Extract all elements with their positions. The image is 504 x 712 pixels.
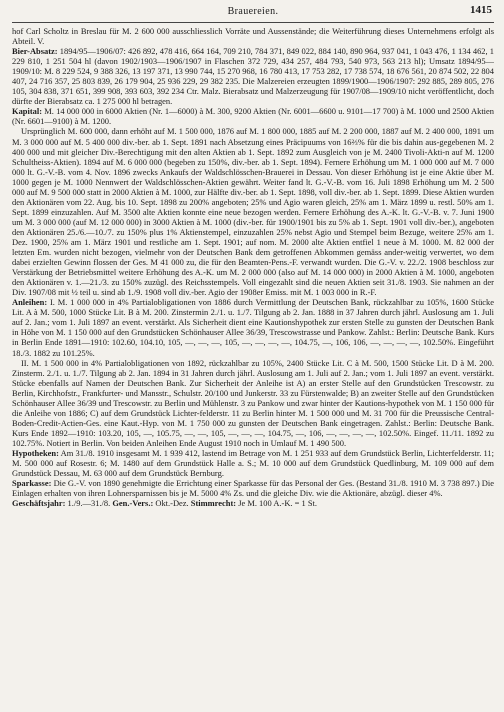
paragraph-hypotheken — [12, 448, 494, 478]
paragraph-kapital — [12, 106, 494, 126]
section-label: Bier-Absatz: — [12, 46, 58, 57]
paragraph-text: 1894/95—1906/07: 426 892, 478 416, 664 164, 709 210, 784 371, 849 022, 884 140, 890 964, 937 041, 1 043 476, 1 134 462, 1 229 810, 1 251 504 hl (davon 1902/1903—1906/1907 in Flaschen 372 729, 434 257, 484 793, 540 973, 563 213 hl); Umsatz 1894/95—1909/10: M. 8 229 524, 9 388 326, 13 197 371, 13 990 744, 15 270 968, 16 780 413, 17 753 282, 17 738 574, 18 676 561, 20 874 502, 22 804 407, 24 716 357, 25 803 839, 26 179 904, 25 936 229, 29 382 235. Die Malzereien erzeugten 1899/1900—1906/1907: 292 885, 289 805, 276 105, 304 838, 371 651, 399 908, 393 603, 392 234 Ctr. Malz. Bierabsatz und Malzerzeugung für 1907/08—1909/10 nicht veröffentlicht, doch dürfte der Bierabsatz ca. 1 275 000 hl betragen. — [12, 46, 494, 107]
paragraph-geschaeftsjahr — [12, 498, 494, 508]
paragraph-kapital-history — [12, 126, 494, 297]
section-label: Stimmrecht: — [190, 498, 237, 509]
page-body — [12, 26, 494, 508]
section-label: Gen.-Vers.: — [112, 498, 154, 509]
paragraph-intro — [12, 26, 494, 46]
section-label: Anleihen: — [12, 297, 48, 308]
section-label: Geschäftsjahr: — [12, 498, 66, 509]
paragraph-text: Je M. 100 A.-K. = 1 St. — [236, 498, 318, 509]
paragraph-text: II. M. 1 500 000 in 4% Partialobligationen von 1892, rückzahlbar zu 105%, 2400 Stücke Lit. C à M. 500, 1500 Stücke Lit. D à M. 200. Zinsterm. 2./1. u. 1./7. Tilgung ab 2. Jan. 1894 in 31 Jahren durch jährl. Auslosung am 1. Juli auf 2. Jan.; vom 1. Juli 1897 an event. verstärkt. Stücke ebenfalls auf Namen der Deutschen Bank. Zur Sicherheit der Anleihe ist A) an erster Stelle auf den Grundstücken Trescowstr. zu Berlin, Kirchhofstr., Frankfurter- und Mansstr., Schulstr. 20/100 und Junkerstr. 33 zu Fürstenwalde; B) an zweiter Stelle auf den Grundstücken Schönhauser Allee 36/39 und Trescowstr. zu Berlin und Mühlenstr. 3 zu Pankow und zwar hinter der Kautions-hypothek von M. 1 150 000 für die Anleihe von 1886; C) auf dem Grundstück Lichter-felderstr. 11 zu Berlin hinter M. 1 500 000 und M. 31 700 für die Preussische Central-Boden-Credit-Actien-Ges. eine Kaut.-Hyp. von M. 1 750 000 zu gunsten der Deutschen Bank eingetragen. Zahlst.: Berlin: Deutsche Bank. Kurs Ende 1892—1910: 103.20, 105, —, 105.75, —, —, 105, —, —, —, 104.75, —, 106, —, —, —, —, 102.50%. Eingef. 11./11. 1892 zu 102.75%. Notiert in Berlin. Von beiden Anleihen Ende August 1910 noch in Umlauf M. 1 490 500. — [12, 357, 494, 448]
section-label: Sparkasse: — [12, 478, 52, 489]
paragraph-text: I. M. 1 000 000 in 4% Partialobligationen von 1886 durch Vermittlung der Deutschen Bank, rückzahlbar zu 105%, 1600 Stücke Lit. A à M. 500, 1000 Stücke Lit. B à M. 200. Zinstermin 2./1. u. 1./7. Tilgung ab 2. Jan. 1888 in 37 Jahren durch jährl. Auslosung am 1. Juli auf 2. Jan.; vom 1. Juli 1897 an event. verstärkt. Als Sicherheit dient eine Kautionshypothek zur ersten Stelle zu gunsten der Deutschen Bank in Höhe von M. 1 150 000 auf den Grundstücken Schönhauser Allee 36/39, Trescowstrasse und Pankow. Zahlst.: Berlin: Deutsche Bank. Kurs in Berlin Ende 1891—1910: 102.60, 104.10, 105, —, —, —, 105, —, —, —, —, 104.75, —, 106, 106, —, —, —, —, 102.50%. Eingeführt 18./3. 1882 zu 101.25%. — [12, 297, 494, 358]
paragraph-anleihen — [12, 297, 494, 357]
page-header — [12, 4, 494, 23]
paragraph-text: hof Carl Scholtz in Breslau für M. 2 600 000 ausschliesslich Vorräte und Aussenstände; die Weiterführung dieses Unternehmens erfolgt als Abteil. V. — [12, 26, 494, 47]
paragraph-text: Die G.-V. von 1890 genehmigte die Errichtung einer Sparkasse für das Personal der Ges. (Bestand 31./8. 1910 M. 3 738 897.) Die Einlagen erhalten von ihren Lohnersparnissen bis je M. 5000 4% Zs. und die gleiche Div. wie die Aktionäre, abzügl. dieser 4%. — [12, 478, 494, 499]
running-title: Brauereien. — [227, 6, 279, 17]
section-label: Hypotheken: — [12, 447, 59, 458]
paragraph-sparkasse — [12, 478, 494, 498]
paragraph-bier-absatz — [12, 46, 494, 106]
paragraph-text: Am 31./8. 1910 insgesamt M. 1 939 412, lastend im Betrage von M. 1 251 933 auf dem Grundstück Berlin, Lichterfelderstr. 11; M. 500 000 auf Rosestr. 6; M. 1480 auf dem Grundstück Halle a. S.; M. 10 000 auf dem Grundstück Quedlinburg, M. 109 000 auf dem Grundstück Dessau, M. 63 000 auf dem Grundstück Bernburg. — [12, 447, 494, 479]
page-number: 1415 — [470, 4, 492, 16]
section-label: Kapital: — [12, 106, 43, 117]
paragraph-anleihe-ii — [12, 358, 494, 448]
paragraph-text: M. 14 000 000 in 6000 Aktien (Nr. 1—6000) à M. 300, 9200 Aktien (Nr. 6001—6600 u. 9101—17 700) à M. 1000 und 2500 Aktien (Nr. 6601—9100) à M. 1200. — [12, 106, 494, 127]
paragraph-text: Ursprünglich M. 600 000, dann erhöht auf M. 1 500 000, 1876 auf M. 1 800 000, 1885 auf M. 2 200 000, 1887 auf M. 2 400 000, 1891 um M. 3 000 000 auf M. 5 400 000 div.-ber. ab 1. Sept. 1891 nach Absetzung eines Präcipuums von 16⅔% für die bis dahin aus-gegebenen M. 2 400 000 und mit gleicher Div.-Berechtigung mit den alten Aktien ab 1. Sept. 1892 zum Ausgleich von je M. 2400 Tivoli-Akti-n auf M. 1200 Schultheiss-Aktien). 1894 auf M. 6 000 000 (begeben zu 150%, div.-ber. ab 1. Sept. 1894). Fernere Erhöhung um M. 1 000 000 auf M. 7 000 000 lt. G.-V.-B. vom 4. Nov. 1896 zwecks Ankaufs der Waldschlösschen-Brauerei in Dessau. Von dieser Erhöhung ist je eine Aktie über M. 1000 gegen je M. 1000 Nennwert der Waldschlösschen-Aktien gewährt. Weiter fand lt. G.-V.-B. vom 16. Juli 1898 Erhöhung um M. 2 500 000 auf M. 9 500 000 statt in 2000 Aktien à M. 1000, zur Hälfte div.-ber. ab 1. Sept. 1898, voll div.-ber. ab 1. Sept. 1899. Diese Aktien wurden den Aktionären vom 22. Aug. bis 10. Sept. 1898 zu 200% angeboten; 25% und Agio waren gleich, 25% am 1. März 1899 u. restl. 50% am 1. Sept. 1899 einzuzahlen. Auf M. 3500 alte Aktien konnte eine neue bezogen werden. Fernere Erhöhung des A.-K. lt. G.-V.-B. v. 7. Juni 1900 um M. 3 000 000 (auf M. 12 000 000) in 3000 Aktien à M. 1000 (div.-ber. für 1900/1901 bis zu 5% ab 1. Sept. 1901 voll div.-ber.), angeboten den Aktionären 25./6.—10./7. zu 150% plus 1% Aktienstempel, einzuzahlen 25% nebst Agio und Stempel beim Bezuge, weitere 25% am 1. Dez. 1900, 25% am 1. März 1901 und restliche am 1. Sept. 1901; auf nom. M. 2000 alte Aktien entfiel 1 neue à M. 1000. M. 82 000 der letzten Em. wurden nicht bezogen, vielmehr von der Deutschen Bank dem getroffenen Abkommen gemäss ander-weitig verwertet, wo dem dabei erzielten Gewinn flossen der Ges. M 41 000 zu, die für den Beamten-Pens.-F. verwandt wurden. Die G.-V. v. 22./2. 1908 beschloss zur Verstärkung der Betriebsmittel weitere Erhöhung des A.-K. um M. 2 000 000 (also auf M. 14 000 000) in 2000 Aktien à M. 1000, angeboten den Aktionären v. 1.—21./3. zu 150% zuzügl. des Reichsstempels. Voll eingezahlt sind die neuen Aktien seit 31./8. 1903. Sie nahmen an der Div. 1907/08 mit ½ teil u. sind ab 1./9. 1908 voll div.-ber. Agio der 1908er Emiss. mit M. 1 003 000 in R.-F. — [12, 126, 494, 298]
paragraph-text: 1./9.—31./8. — [65, 498, 113, 509]
paragraph-text: Okt.-Dez. — [153, 498, 191, 509]
